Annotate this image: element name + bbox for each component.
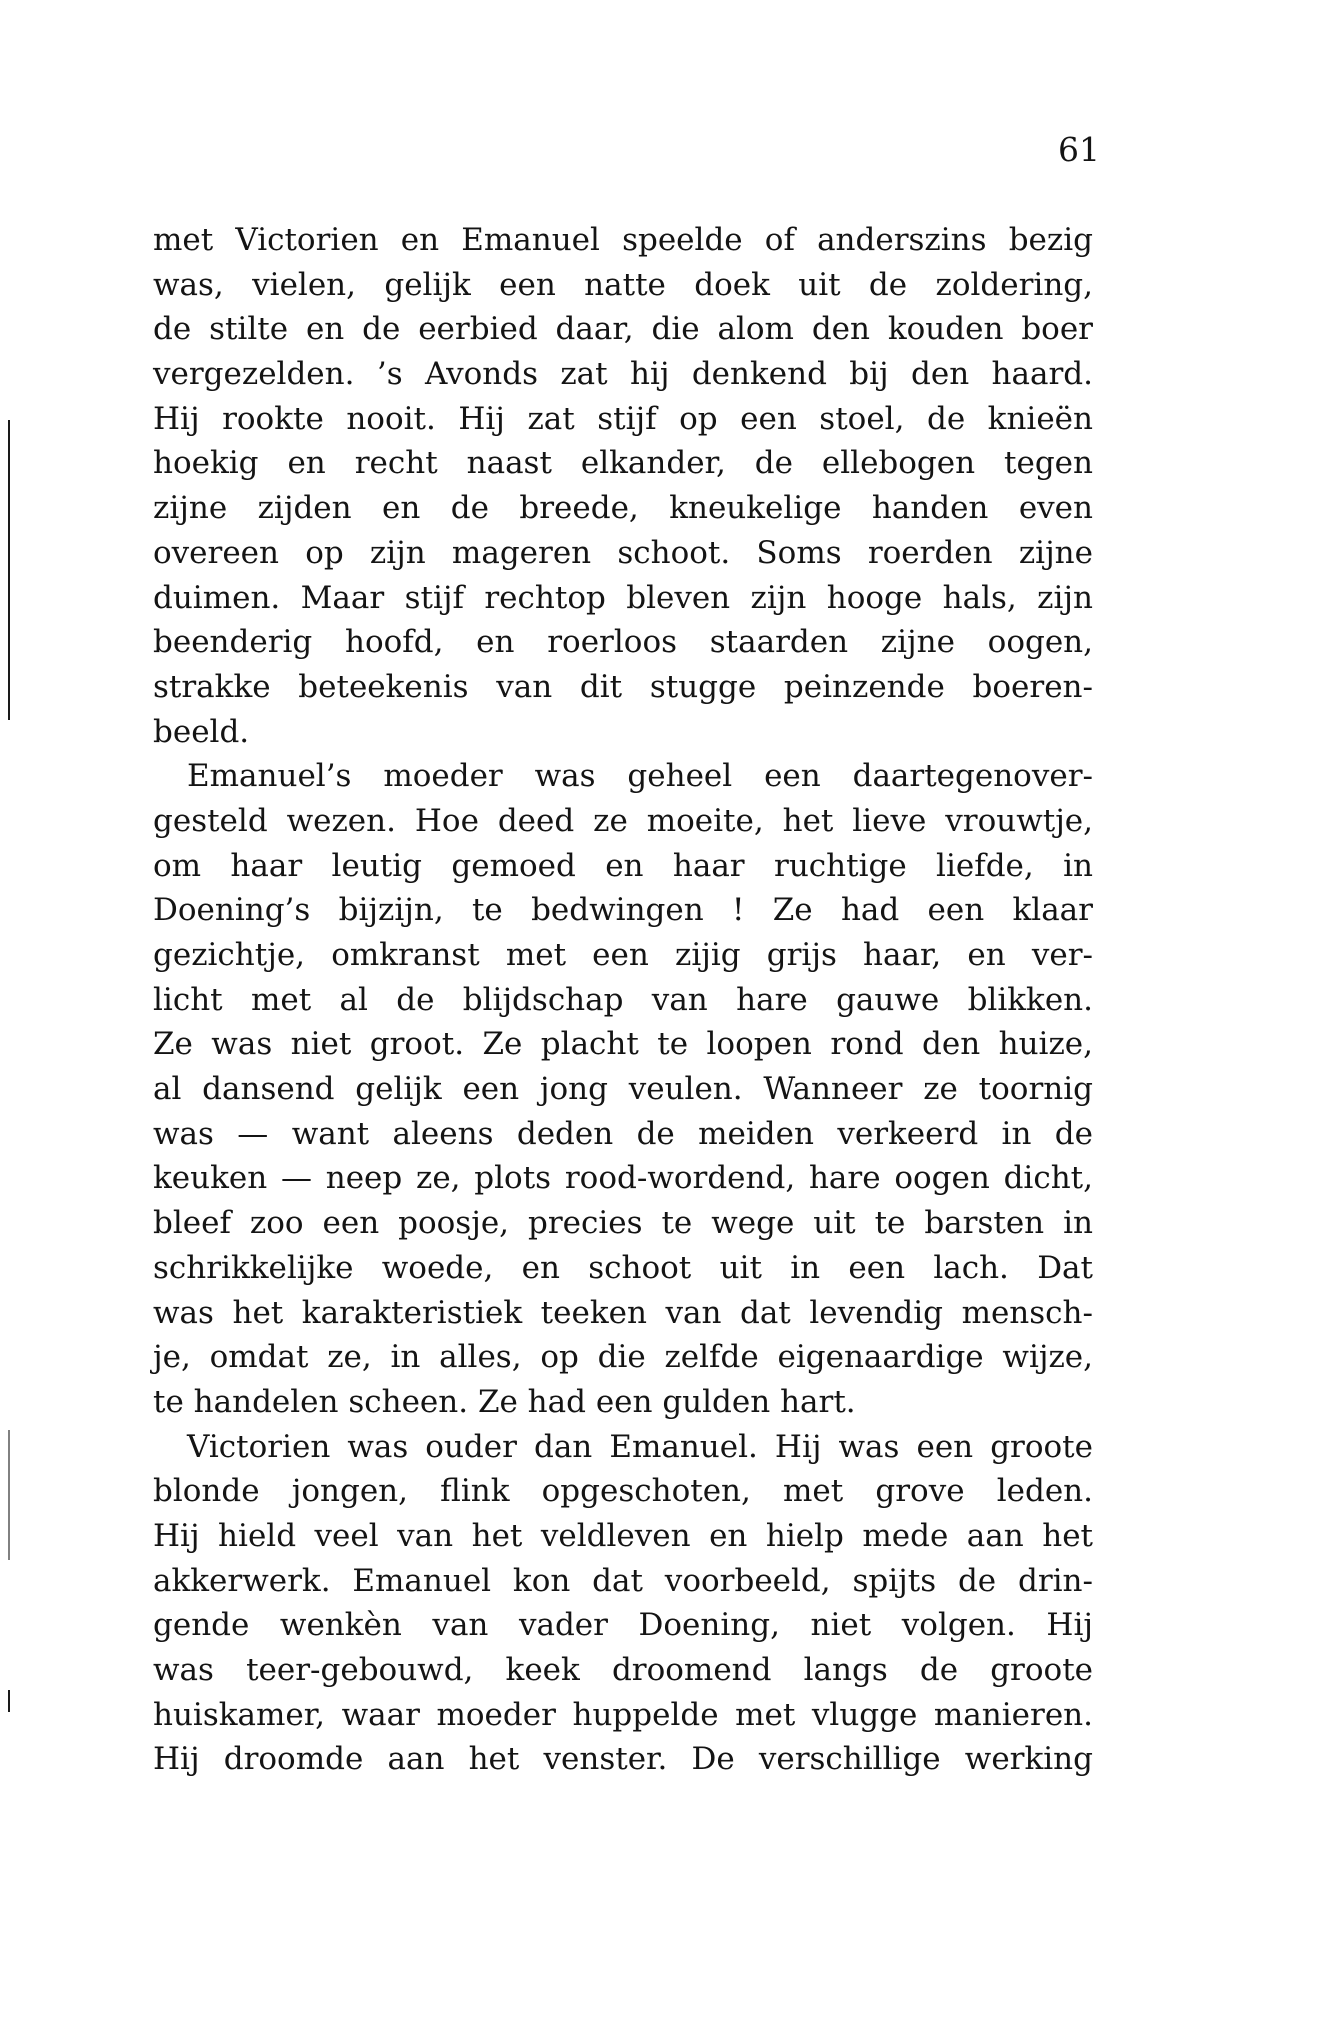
paragraph-1-line: met Victorien en Emanuel speelde of anderszins bezig	[153, 222, 1093, 258]
paragraph-1-line: vergezelden. ’s Avonds zat hij denkend bij den haard.	[153, 356, 1093, 393]
paragraph-2-line: Doening’s bijzijn, te bedwingen ! Ze had een klaar	[153, 892, 1093, 929]
paragraph-2-line: al dansend gelijk een jong veulen. Wanneer ze toornig	[153, 1071, 1093, 1108]
paragraph-3-line: Hij droomde aan het venster. De verschillige werking	[153, 1741, 1093, 1778]
paragraph-3-line: Victorien was ouder dan Emanuel. Hij was een groote	[187, 1428, 1093, 1465]
paragraph-2-line: keuken — neep ze, plots rood-wordend, hare oogen dicht,	[153, 1160, 1093, 1197]
paragraph-1-line: overeen op zijn mageren schoot. Soms roerden zijne	[153, 534, 1093, 571]
paragraph-1-line: strakke beteekenis van dit stugge peinzende boeren-	[153, 668, 1093, 705]
paragraph-2-line: Ze was niet groot. Ze placht te loopen rond den huize,	[153, 1026, 1093, 1063]
paragraph-2-line: schrikkelijke woede, en schoot uit in een lach. Dat	[153, 1249, 1093, 1286]
paragraph-1-line: beeld.	[153, 713, 250, 750]
paragraph-2-line: gesteld wezen. Hoe deed ze moeite, het lieve vrouwtje,	[153, 802, 1093, 839]
paragraph-1-line: zijne zijden en de breede, kneukelige handen even	[153, 490, 1093, 527]
scan-edge-mark-bottom	[8, 1690, 10, 1712]
paragraph-1-line: was, vielen, gelijk een natte doek uit de zoldering,	[153, 266, 1093, 303]
paragraph-1-line: Hij rookte nooit. Hij zat stijf op een stoel, de knieën	[153, 400, 1093, 437]
paragraph-2-line: was — want aleens deden de meiden verkeerd in de	[153, 1115, 1093, 1152]
paragraph-2-line: licht met al de blijdschap van hare gauwe blikken.	[153, 981, 1093, 1018]
paragraph-1-line: de stilte en de eerbied daar, die alom den kouden boer	[153, 311, 1093, 348]
paragraph-2-line: was het karakteristiek teeken van dat levendig mensch-	[153, 1294, 1093, 1331]
paragraph-2-line: bleef zoo een poosje, precies te wege uit te barsten in	[153, 1205, 1093, 1242]
paragraph-2-line: te handelen scheen. Ze had een gulden hart.	[153, 1383, 856, 1420]
paragraph-3-line: huiskamer, waar moeder huppelde met vlugge manieren.	[153, 1696, 1093, 1733]
paragraph-2-line: om haar leutig gemoed en haar ruchtige liefde, in	[153, 847, 1093, 884]
scan-edge-mark-top	[8, 420, 10, 720]
paragraph-1-line: hoekig en recht naast elkander, de ellebogen tegen	[153, 445, 1093, 482]
scan-edge-mark-middle	[8, 1430, 10, 1560]
paragraph-3-line: gende wenkèn van vader Doening, niet volgen. Hij	[153, 1607, 1093, 1644]
paragraph-2-line: Emanuel’s moeder was geheel een daartegenover-	[187, 758, 1093, 795]
paragraph-3-line: was teer-gebouwd, keek droomend langs de groote	[153, 1652, 1093, 1688]
paragraph-3-line: Hij hield veel van het veldleven en hielp mede aan het	[153, 1517, 1093, 1554]
body-text	[153, 218, 1093, 1782]
page-number: 61	[1058, 130, 1100, 169]
paragraph-1-line: beenderig hoofd, en roerloos staarden zijne oogen,	[153, 624, 1093, 661]
paragraph-3-line: akkerwerk. Emanuel kon dat voorbeeld, spijts de drin-	[153, 1562, 1093, 1599]
paragraph-3-line: blonde jongen, flink opgeschoten, met grove leden.	[153, 1473, 1093, 1510]
paragraph-2-line: je, omdat ze, in alles, op die zelfde eigenaardige wijze,	[153, 1339, 1093, 1376]
paragraph-1-line: duimen. Maar stijf rechtop bleven zijn hooge hals, zijn	[153, 579, 1093, 616]
paragraph-2-line: gezichtje, omkranst met een zijig grijs haar, en ver-	[153, 937, 1093, 973]
